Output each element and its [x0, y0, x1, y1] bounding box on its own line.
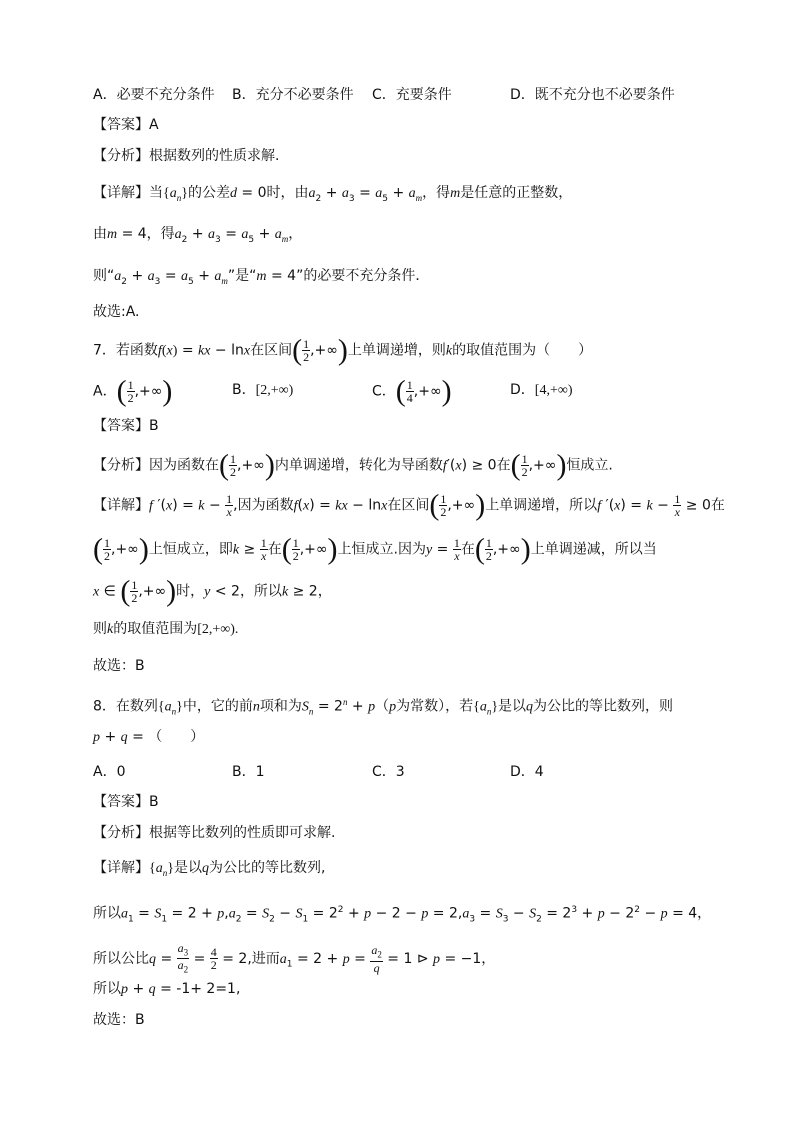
text: B．	[232, 382, 256, 398]
q7-detail-line-2: ( $\frac{1}{2}$ ,+∞)上恒成立，即k ≥ $\frac{1}{x}$ 在( $\frac{1}{2}$ ,+∞)上恒成立.因为y = $\frac{1}{x}$ 在( $\frac{1}{2}$ ,+∞)上单调递减，所以当	[93, 532, 657, 566]
text: 的取值范围为（ ）	[452, 342, 593, 359]
text: ”的必要不充分条件．	[296, 268, 430, 284]
text: 是任意的正整数，	[460, 185, 573, 201]
answer-tag: 【答案】	[93, 418, 149, 434]
analysis-text: 根据数列的性质求解.	[149, 148, 280, 164]
q6-detail-line-3: 则“$a_2 + a_3 = a_5 + a_m$”是“m = 4”的必要不充分条件．	[93, 268, 430, 287]
text: 由	[93, 226, 107, 242]
text: 时，由	[266, 185, 309, 201]
text: 上单调递增，所以	[485, 497, 598, 514]
text: （ ）	[148, 729, 205, 745]
answer-tag: 【答案】	[93, 794, 149, 810]
q7-detail-line-4: 则k的取值范围为[2,+∞).	[93, 621, 239, 637]
text: ，	[317, 583, 332, 600]
analysis-tag: 【分析】	[93, 148, 149, 164]
q8-option-a: A．0	[93, 764, 126, 780]
text: 是以	[173, 860, 202, 876]
q6-option-c: C．充要条件	[372, 87, 452, 103]
text: 的公差	[187, 185, 230, 201]
text: 在	[496, 457, 511, 474]
q7-stem: 7．若函数f(x) = kx − lnx在区间( $\frac{1}{2}$ ,+∞)上单调递增，则k的取值范围为（ ）	[93, 333, 593, 367]
text: ,因为函数	[233, 497, 294, 514]
text: 为常数），若	[396, 698, 474, 715]
q6-detail-line-1: 【详解】当$\{a_n\}$的公差d = 0时，由$a_2 + a_3 = a_5 + a_m$，得m是任意的正整数，	[93, 185, 573, 204]
q7-option-a: A．( $\frac{1}{2}$ ,+∞)	[93, 374, 173, 408]
q7-analysis: 【分析】因为函数在( $\frac{1}{2}$ ,+∞)内单调递增，转化为导函数f′(x) ≥ 0在( $\frac{1}{2}$ ,+∞)恒成立.	[93, 448, 613, 482]
q8-conclusion: 故选：B	[93, 1012, 145, 1028]
text: 项和为	[259, 698, 302, 715]
answer-tag: 【答案】	[93, 117, 149, 133]
q6-conclusion: 故选:A.	[93, 304, 140, 320]
q7-option-d	[510, 379, 572, 399]
text: 上恒成立.因为	[337, 541, 426, 558]
text: 内单调递增，转化为导函数	[274, 457, 443, 474]
q8-stem-line-2: p + q = （ ）	[93, 729, 205, 745]
q6-analysis	[93, 146, 279, 166]
analysis-tag: 【分析】	[93, 457, 149, 474]
analysis-tag: 【分析】	[93, 825, 149, 841]
text: A．	[93, 383, 117, 400]
q7-option-b	[232, 379, 293, 399]
text: 8．在数列	[93, 698, 158, 715]
text: 在	[267, 541, 282, 558]
text: ，	[288, 226, 303, 242]
text: 则“	[93, 268, 115, 284]
text: 所以	[93, 981, 121, 997]
text: -1+ 2=1,	[176, 981, 241, 997]
detail-tag: 【详解】	[93, 497, 149, 514]
q6-detail-line-2: 由m = 4，得$a_2 + a_3 = a_5 + a_m$，	[93, 226, 303, 245]
text: ，得	[422, 185, 451, 201]
text: 恒成立.	[566, 457, 613, 474]
q8-detail-line-2: 所以$a_1 = S_1 = 2 + p,a_2 = S_2 - S_1 = 2^2 + p - 2 - p = 2,a_3 = S_3 - S_2 = 2^3 + p - 2^2 - p = 4$，	[93, 905, 712, 925]
text: 当	[149, 185, 163, 201]
q8-detail-line-3: 所以公比q = $\frac{a_3}{a_2}$ = $\frac{4}{2}$ = 2,进而$a_1 = 2 + p$ = $\frac{a_2}{q}$ = 1 ⊳ p = −1，	[93, 941, 496, 975]
q7-option-c: C．( $\frac{1}{4}$ ,+∞)	[372, 374, 452, 408]
q6-option-d: D．既不充分也不必要条件	[510, 87, 675, 103]
text: 所以公比	[93, 950, 149, 967]
q8-detail-line-1: 【详解】$\{a_n\}$是以q为公比的等比数列,	[93, 860, 326, 878]
text: 的取值范围为	[113, 621, 198, 637]
text: 上单调递增，则	[347, 342, 446, 359]
analysis-text: 根据等比数列的性质即可求解.	[149, 825, 336, 841]
text: 因为函数在	[149, 457, 219, 474]
text: 所以	[93, 905, 121, 922]
q7-detail-line-1: 【详解】f ′(x) = k − $\frac{1}{x}$ ,因为函数f(x) = kx − lnx在区间( $\frac{1}{2}$ ,+∞)上单调递增，所以f ′(x) = k − $\frac{1}{x}$ ≥ 0在	[93, 488, 725, 522]
text: 在区间	[387, 497, 430, 514]
q7-detail-line-3: x ∈ ( $\frac{1}{2}$ ,+∞)时，y < 2，所以k ≥ 2，	[93, 574, 332, 608]
detail-tag: 【详解】	[93, 185, 149, 201]
text: 在区间	[250, 342, 293, 359]
text: 为公比的等比数列,	[208, 860, 326, 876]
text: 则	[93, 621, 107, 637]
q8-option-d: D．4	[510, 764, 544, 780]
text: ,进而	[247, 950, 280, 967]
text: 是以	[498, 698, 527, 715]
text: 上单调递减，所以当	[530, 541, 657, 558]
text: 在	[710, 497, 725, 514]
text: ”是“	[227, 268, 257, 284]
q8-stem-line-1: 8．在数列$\{a_n\}$中，它的前n项和为$S_n = 2^n + p(p$为常数），若$\{a_n\}$是以q为公比的等比数列，则	[93, 697, 674, 717]
detail-tag: 【详解】	[93, 860, 149, 876]
q8-answer	[93, 792, 159, 812]
q8-option-b: B．1	[232, 764, 265, 780]
text: 为公比的等比数列，则	[533, 698, 674, 715]
text: [2,+∞)	[255, 383, 294, 398]
answer-value: A	[149, 117, 159, 133]
text: 上恒成立，即	[148, 541, 233, 558]
text: D．	[510, 382, 535, 398]
q7-conclusion: 故选：B	[93, 658, 145, 674]
text: 中，它的前	[182, 698, 253, 715]
q6-option-b: B．充分不必要条件	[232, 87, 354, 103]
q6-option-a: A．必要不充分条件	[93, 87, 215, 103]
text: 时，	[176, 583, 205, 600]
text: 7．若函数	[93, 342, 158, 359]
answer-value: B	[149, 418, 159, 434]
answer-value: B	[149, 794, 159, 810]
q8-option-c: C．3	[372, 764, 405, 780]
q8-analysis	[93, 823, 335, 843]
text: ，得	[146, 226, 175, 242]
text: [4,+∞)	[534, 383, 573, 398]
text: ，	[481, 950, 496, 967]
text: 在	[460, 541, 475, 558]
q6-answer	[93, 115, 159, 135]
text: ，所以	[239, 583, 282, 600]
text: （	[375, 698, 390, 715]
text: [2,+∞).	[197, 622, 239, 637]
q7-answer	[93, 416, 159, 436]
q8-detail-line-4: 所以p + q = -1+ 2=1,	[93, 981, 241, 997]
text: C．	[372, 383, 396, 400]
